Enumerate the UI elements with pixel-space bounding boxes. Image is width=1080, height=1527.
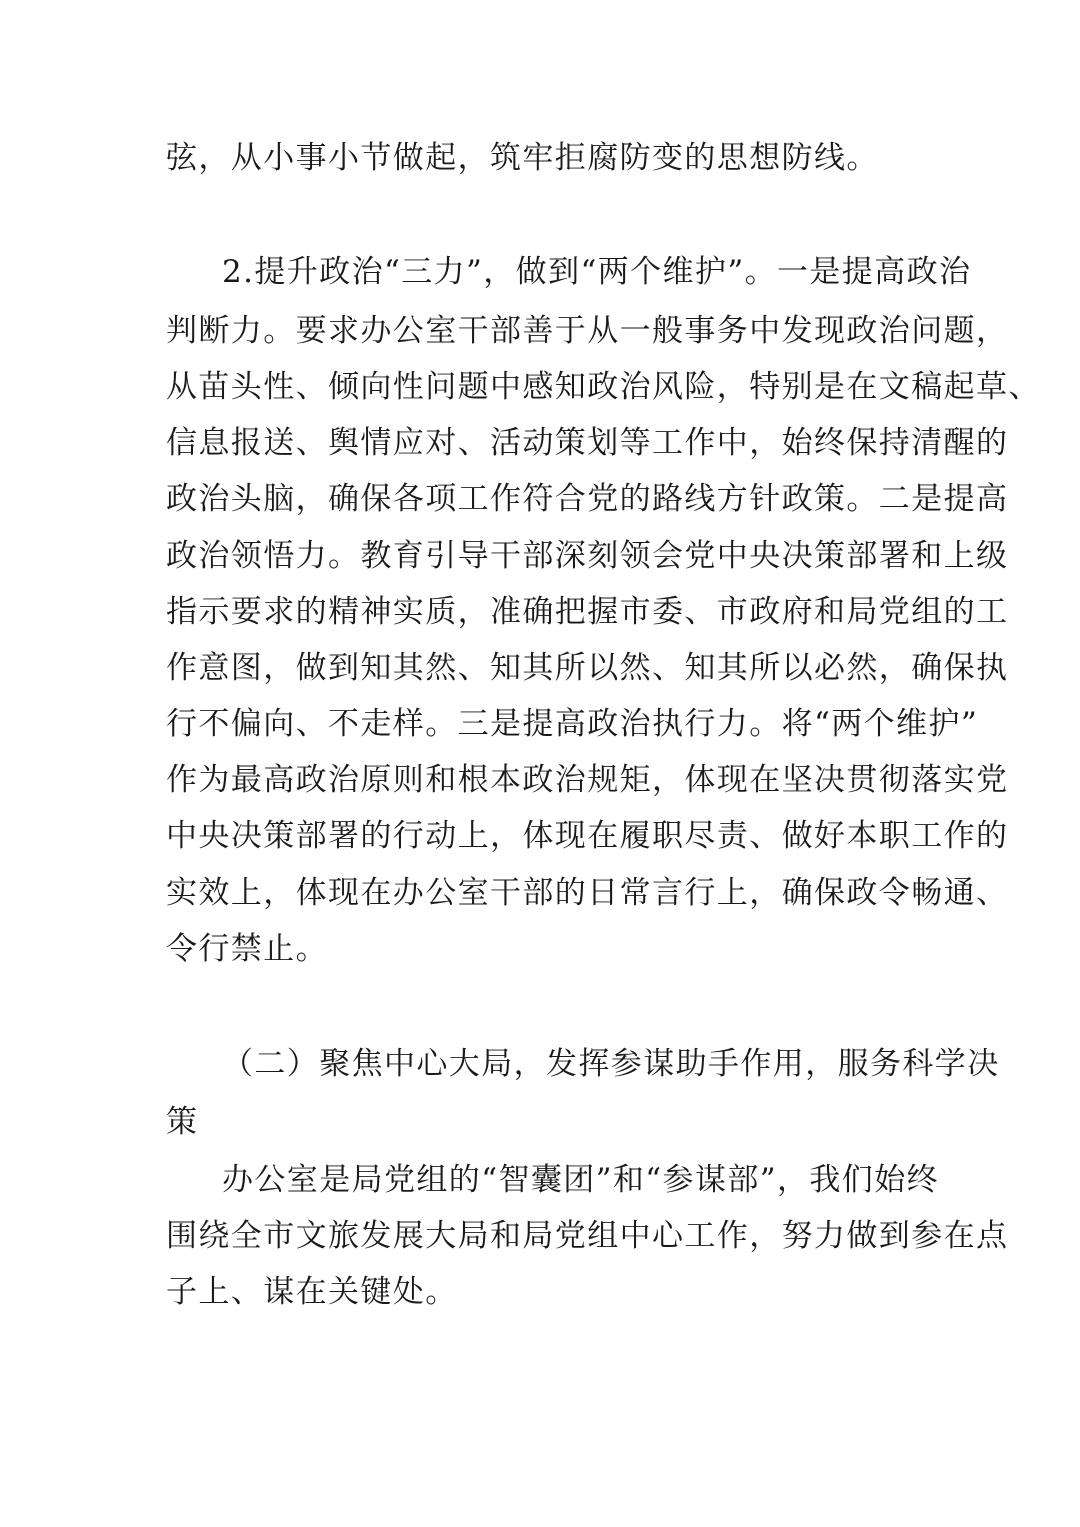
text-line: 2.提升政治“三力”，做到“两个维护”。一是提高政治 — [222, 254, 972, 290]
text-line: 行不偏向、不走样。三是提高政治执行力。将“两个维护” — [166, 706, 979, 742]
text-line: 指示要求的精神实质，准确把握市委、市政府和局党组的工 — [166, 594, 1009, 630]
text-line: 信息报送、舆情应对、活动策划等工作中，始终保持清醒的 — [166, 425, 1009, 461]
text-line: 办公室是局党组的“智囊团”和“参谋部”，我们始终 — [222, 1162, 939, 1198]
text-line: 实效上，体现在办公室干部的日常言行上，确保政令畅通、 — [166, 875, 1009, 911]
text-line: 令行禁止。 — [166, 931, 328, 967]
text-line: 从苗头性、倾向性问题中感知政治风险，特别是在文稿起草、 — [166, 369, 1041, 405]
text-line: 围绕全市文旅发展大局和局党组中心工作，努力做到参在点 — [166, 1218, 1009, 1254]
text-line: 政治领悟力。教育引导干部深刻领会党中央决策部署和上级 — [166, 538, 1009, 574]
text-line: 弦，从小事小节做起，筑牢拒腐防变的思想防线。 — [166, 140, 879, 176]
text-line: 子上、谋在关键处。 — [166, 1274, 458, 1310]
text-line: 作意图，做到知其然、知其所以然、知其所以必然，确保执 — [166, 650, 1009, 686]
text-line: 作为最高政治原则和根本政治规矩，体现在坚决贯彻落实党 — [166, 762, 1009, 798]
text-line: 判断力。要求办公室干部善于从一般事务中发现政治问题， — [166, 313, 1009, 349]
section-heading: 策 — [166, 1104, 199, 1140]
text-line: 政治头脑，确保各项工作符合党的路线方针政策。二是提高 — [166, 481, 1009, 517]
text-line: 中央决策部署的行动上，体现在履职尽责、做好本职工作的 — [166, 818, 1009, 854]
section-heading: （二）聚焦中心大局，发挥参谋助手作用，服务科学决 — [222, 1046, 1000, 1082]
